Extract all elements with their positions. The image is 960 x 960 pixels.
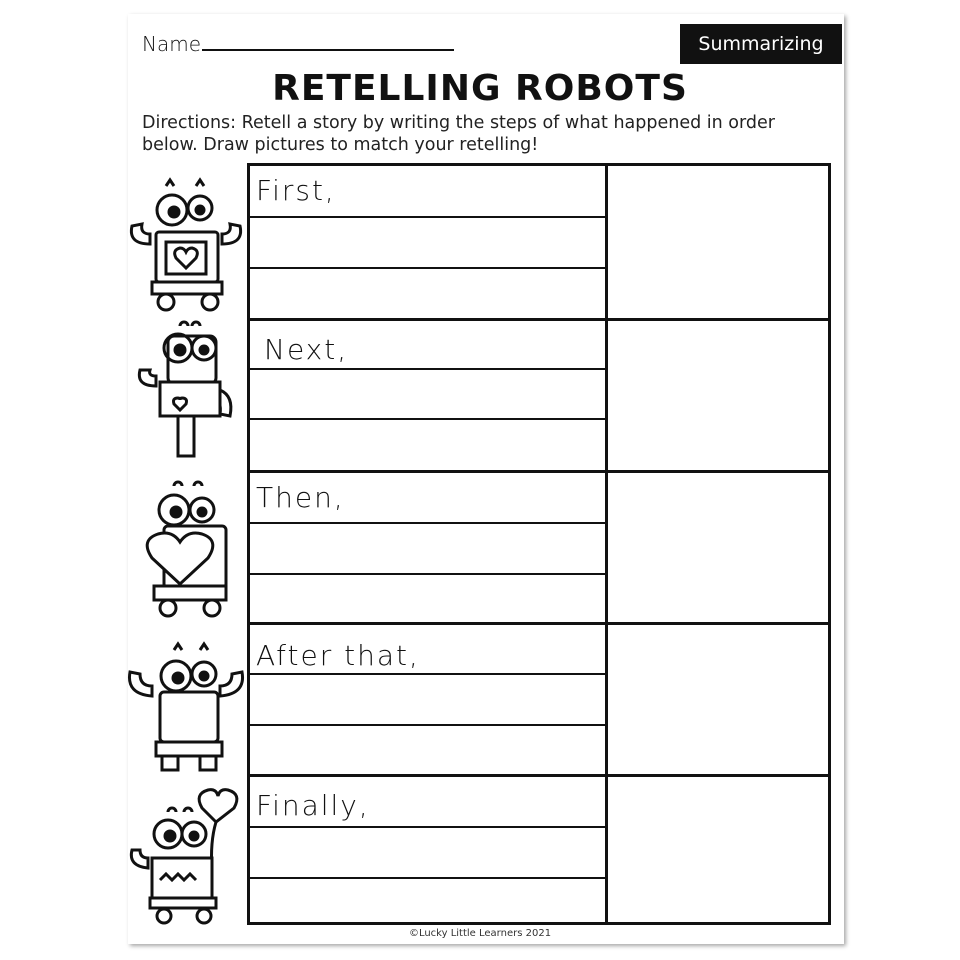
step-label: First, xyxy=(256,174,336,207)
robot-icon xyxy=(124,638,248,784)
step-row-after-that xyxy=(250,622,828,774)
retelling-grid xyxy=(247,163,831,925)
writing-area[interactable] xyxy=(250,473,608,622)
name-label: Name xyxy=(142,32,202,56)
writing-line xyxy=(250,826,606,828)
step-label: After that, xyxy=(256,639,420,672)
step-row-first xyxy=(250,166,828,318)
robot-balloon-icon xyxy=(124,786,248,932)
copyright-text: ©Lucky Little Learners 2021 xyxy=(408,928,552,939)
step-label: Then, xyxy=(256,481,345,514)
writing-area[interactable] xyxy=(250,321,608,470)
robot-heart-icon xyxy=(124,478,248,624)
writing-line xyxy=(250,216,606,218)
writing-line xyxy=(250,418,606,420)
writing-area[interactable] xyxy=(250,777,608,922)
drawing-box[interactable] xyxy=(608,625,828,774)
topic-badge: Summarizing xyxy=(680,24,842,64)
name-field[interactable] xyxy=(202,49,454,51)
robot-icon xyxy=(124,318,248,464)
robot-icon xyxy=(124,174,248,320)
writing-line xyxy=(250,877,606,879)
writing-line xyxy=(250,724,606,726)
writing-area[interactable] xyxy=(250,166,608,318)
step-label: Next, xyxy=(264,333,349,366)
drawing-box[interactable] xyxy=(608,777,828,922)
step-label: Finally, xyxy=(256,789,370,822)
step-row-next xyxy=(250,318,828,470)
writing-line xyxy=(250,522,606,524)
writing-line xyxy=(250,673,606,675)
step-row-finally xyxy=(250,774,828,922)
page-title: RETELLING ROBOTS xyxy=(272,68,688,109)
step-row-then xyxy=(250,470,828,622)
drawing-box[interactable] xyxy=(608,166,828,318)
directions-text: Directions: Retell a story by writing the steps of what happened in order below. Draw pictures to match your retelling! xyxy=(142,113,775,155)
writing-line xyxy=(250,573,606,575)
drawing-box[interactable] xyxy=(608,473,828,622)
drawing-box[interactable] xyxy=(608,321,828,470)
writing-line xyxy=(250,368,606,370)
writing-area[interactable] xyxy=(250,625,608,774)
writing-line xyxy=(250,267,606,269)
